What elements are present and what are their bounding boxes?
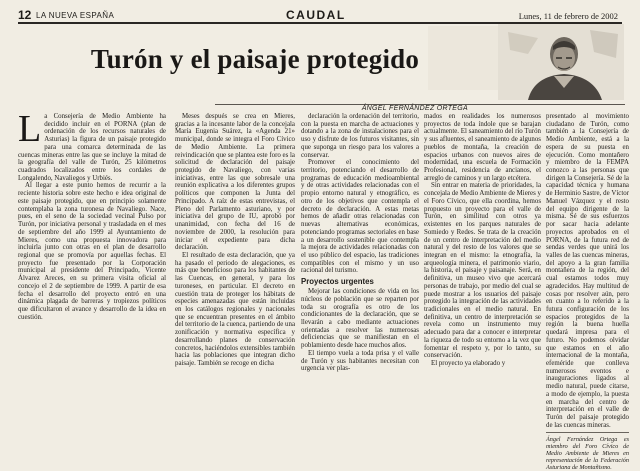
issue-date: Lunes, 11 de febrero de 2002 [518, 11, 618, 21]
paragraph-text: a Consejería de Medio Ambiente ha decidido incluir en el PORNA (plan de ordenación de los recursos naturales de Asturias) la figura de un paisaje protegido para una comarca determinada de las cuencas mineras entre las que se incluye la mitad de la geografía del valle de Turón, 25 kilómetros cuadrados localizados entre los cordales de Longalendo, Navaliegos y Urbiés. [18, 113, 166, 182]
article-headline: Turón y el paisaje protegido [90, 44, 420, 74]
page-number: 12 [18, 8, 32, 22]
article-column-1 [18, 108, 166, 439]
author-photo [498, 24, 624, 100]
article-column-3 [301, 113, 419, 439]
author-portrait-icon [498, 24, 624, 100]
paragraph: El resultado de esta declaración, que ya ha pasado el periodo de alegaciones, es más que beneficioso para los habitantes de las Cuencas, en general, y para los turoneses, en particular. El decreto en cuestión trata de proteger los hábitats de especies amenazadas que están incluidas en los catálogos regionales y nacionales que se encuentran presentes en el ámbito del territorio de la cuenca, partiendo de una zonificación y normativa específica y desarrollando planes de conservación concretos, haciéndolos extensibles también hacia las poblaciones que integran dicho paisaje. También se recoge en dicha [175, 251, 295, 367]
paragraph: mados en realidades los numerosos proyectos de toda índole que se barajan actualmente. El saneamiento del río Turón y sus afluentes, el saneamiento de algunos pueblos de montaña, la creación de espacios urbanos con nuevos aires de modernidad, una escuela de Formación Profesional, residencia de ancianos, el arreglo de caminos y un largo etcétera. [424, 113, 541, 182]
paragraph: El tiempo vuela a toda prisa y el valle de Turón y sus habitantes necesitan con urgencia ver plas- [301, 349, 419, 373]
article-column-2 [175, 113, 295, 439]
article-column-5 [546, 113, 629, 471]
section-title: CAUDAL [286, 8, 346, 22]
paragraph: Al llegar a este punto hemos de recurrir a la reciente historia sobre este hecho e idea original de este paisaje protegido, que en principio solamente contemplaba la zona turonesa de Navaliego. Nace, pues, en el seno de la sociedad vecinal Pulso por Turón, por iniciativa personal y trasladada en el mes de septiembre del año 1999 al Ayuntamiento de Mieres, como una propuesta innovadora para incluirla junto con otras en el plan de desarrollo regional que se promovía por aquellas fechas. El proyecto fue presentado por la Corporación municipal al presidente del Principado, Vicente Álvarez Areces, en su primera visita oficial al concejo el 2 de septiembre de 1999. A partir de esa fecha el desarrollo del proyecto entró en una dinámica plagada de barreras y tropiezos políticos que dificultaron el avance y desarrollo de la idea en cuestión. [18, 182, 166, 321]
article-byline: ÁNGEL FERNÁNDEZ ORTEGA [361, 105, 468, 112]
caption-divider [546, 432, 629, 433]
author-note: Ángel Fernández Ortega es miembro del Foro Cívico de Medio Ambiente de Mieres en representación de la Federación Asturiana de Montañismo. [546, 436, 629, 471]
paragraph: Mejorar las condiciones de vida en los núcleos de población que se reparten por toda su orografía es otro de los condicionantes de la declaración, que se llevarán a cabo mediante actuaciones orientadas a resolver las numerosas deficiencias que se manifiestan en el poblamiento desde hace muchos años. [301, 288, 419, 350]
background-sheet [428, 26, 498, 90]
paragraph: Meses después se crea en Mieres, gracias a la incesante labor de la concejala María Eugenia Suárez, la «Agenda 21» municipal, donde se integra el Foro Cívico de Medio Ambiente. La primera reivindicación que se plantea este foro es la solicitud de declaración del paisaje protegido de Navaliego, con varias iniciativas, entre las que sobresale una reunión explicativa a los diferentes grupos políticos que componen la Junta del Principado. A raíz de estas entrevistas, el Pleno del Parlamento asturiano, y por iniciativa del grupo de IU, aprobó por unanimidad, con fecha del 16 de noviembre de 2000, la resolución para iniciar el expediente para dicha declaración. [175, 113, 295, 252]
article-column-4 [424, 113, 541, 439]
paragraph: El proyecto ya elaborado y [431, 360, 506, 367]
paragraph: Promover el conocimiento del territorio, potenciando el desarrollo de programas de educación medioambiental y de otras actividades relacionadas con el propio entorno natural y etnográfico, es otro de los objetivos que contempla el decreto de declaración. A estas metas hemos de añadir otras relacionadas con nuevas alternativas económicas, potenciando programas sectoriales en base a un desarrollo sostenible que contempla la mejora de actividades relacionadas con el uso público del espacio, las tradiciones compatibles con el mismo y un uso racional del turismo. [301, 159, 419, 275]
paragraph [18, 108, 166, 182]
paragraph: presentado al movimiento ciudadano de Turón, como también a la Consejería de Medio Ambiente, está a la espera de su puesta en ejecución. Como montañero y miembro de la FEMPA conozco a las personas que dirigen la Consejería. Sé de la capacidad técnica y humana de Herminio Sastre, de Víctor Manuel Vázquez y el resto del equipo dirigente de la misma. Sé de sus esfuerzos por sacar hacia adelante proyectos aprobados en el PORNA, de la futura red de sendas verdes que unirá los valles de las cuencas mineras, del apoyo a la gran familia montañera de la región, del cual estamos todos muy agradecidos. Hay multitud de cosas por resolver aún, pero en cuanto a lo referido a la futura configuración de los espacios protegidos de la región la buena huella quedará impresa para el futuro. No podemos olvidar que estamos en el año internacional de la montaña, efeméride que conlleva numerosos eventos e inauguraciones ligados al medio natural, puede citarse, a modo de ejemplo, la puesta en marcha del centro de interpretación en el valle de Turón del paisaje protegido de las cuencas mineras. [546, 113, 629, 429]
section-subhead: Proyectos urgentes [301, 277, 374, 287]
newspaper-name: LA NUEVA ESPAÑA [36, 11, 115, 20]
paragraph: declaración la ordenación del territorio, con la puesta en marcha de actuaciones y dotando a la zona de instalaciones para el uso y disfrute de los futuros visitantes, sin que suponga un riesgo para los valores a conservar. [301, 113, 419, 159]
paragraph: Sin entrar en materia de prioridades, la concejala de Medio Ambiente de Mieres y el Foro Cívico, que ella coordina, hemos propuesto un proyecto para el valle de Turón, en similitud con otros ya existentes en los parques naturales de Somiedo y Redes. Se trata de la creación de un centro de interpretación del medio natural y del resto de los valores que se integran en el mismo: la etnografía, la arqueología minera, el patrimonio viario, la historia, el paisaje y paisanaje. Será, en definitiva, un museo vivo que acercará personas de trabajo, por medio del cual se puede mostrar a los usuarios del paisaje protegido la integración de las actividades tradicionales en el medio natural. En definitiva, un centro de interpretación se revela como un instrumento muy adecuado para dar a conocer e interpretar la riqueza de todo su entorno a la vez que fomentar el respeto y, por lo tanto, su conservación. [424, 182, 541, 360]
drop-cap: L [18, 108, 42, 150]
